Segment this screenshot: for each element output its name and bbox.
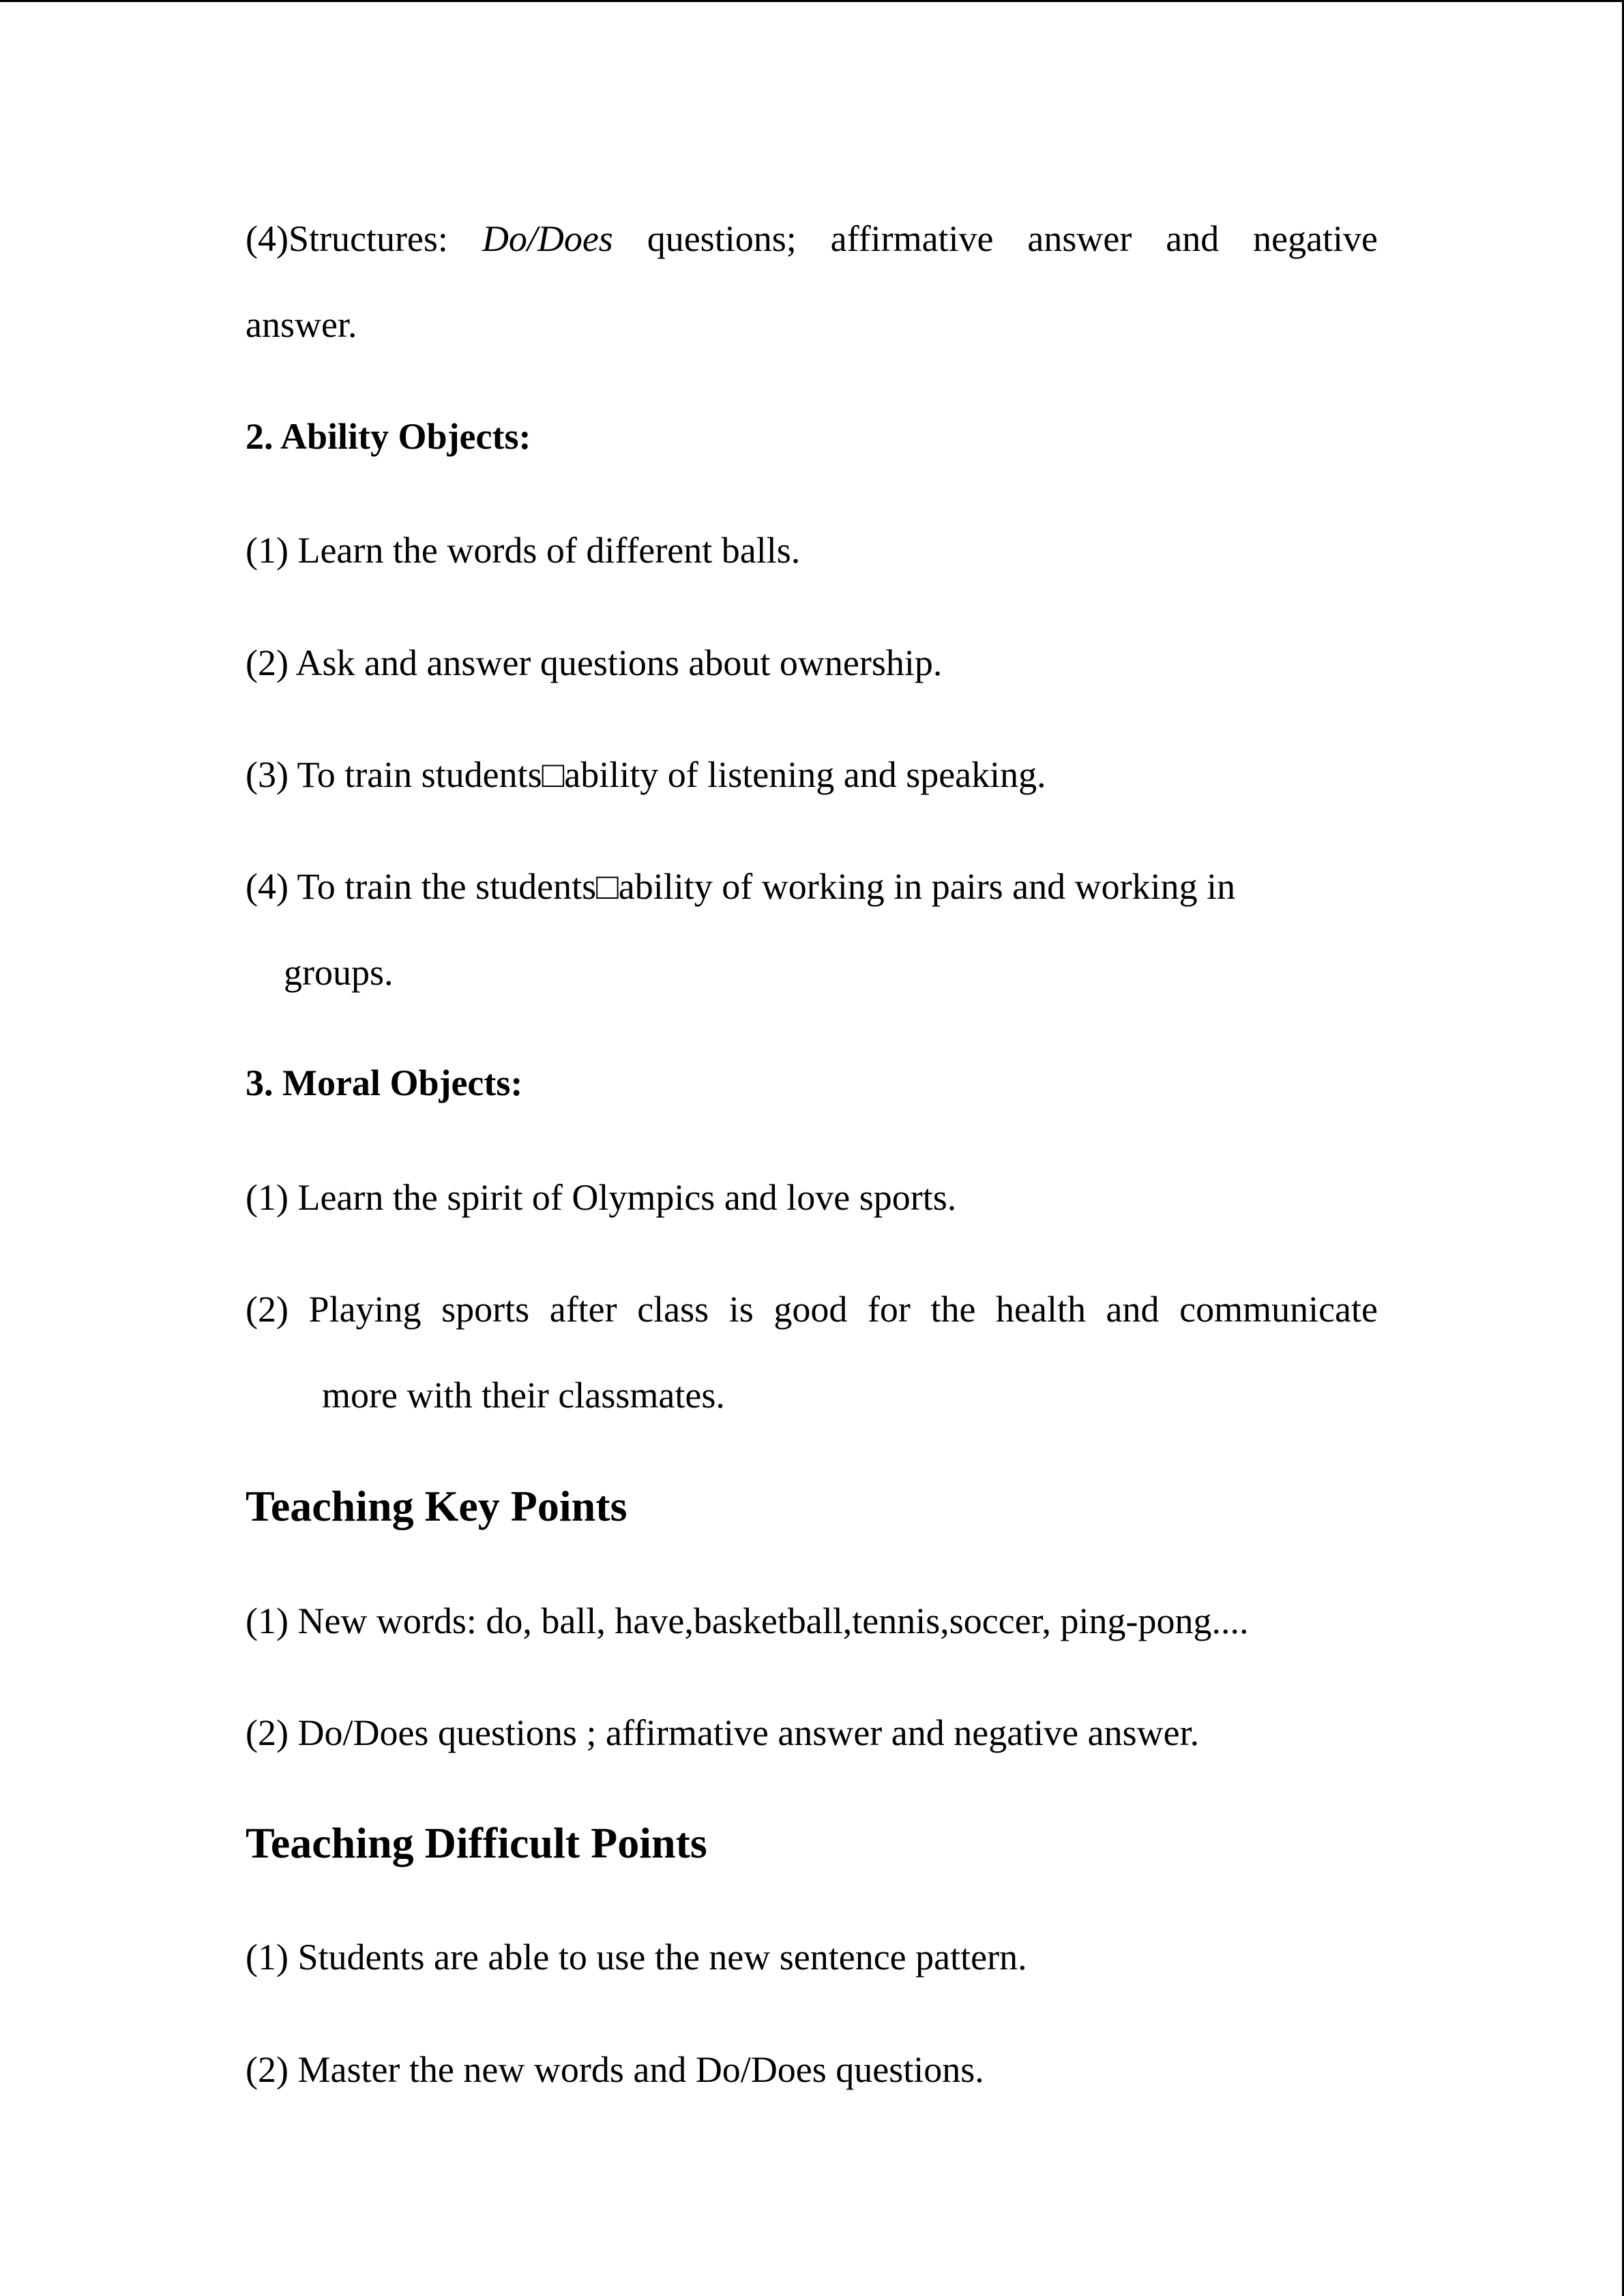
ability-item-4: (4) To train the students□ability of working in pairs and working in [246, 866, 1236, 907]
moral-item-1: (1) Learn the spirit of Olympics and love sports. [246, 1177, 957, 1218]
structures-line [246, 217, 1378, 260]
teaching-difficult-points-heading: Teaching Difficult Points [246, 1819, 707, 1867]
ability-item-1: (1) Learn the words of different balls. [246, 530, 801, 571]
difficult-point-1: (1) Students are able to use the new sentence pattern. [246, 1937, 1027, 1978]
ability-item-3: (3) To train students□ability of listening and speaking. [246, 754, 1046, 795]
moral-item-2-cont: more with their classmates. [322, 1375, 725, 1416]
page-top-border [0, 0, 1624, 2]
structures-line-cont: answer. [246, 304, 357, 345]
ability-objects-heading: 2. Ability Objects: [246, 416, 531, 457]
key-point-2: (2) Do/Does questions ; affirmative answer and negative answer. [246, 1712, 1200, 1753]
difficult-point-2: (2) Master the new words and Do/Does questions. [246, 2049, 984, 2090]
moral-objects-heading: 3. Moral Objects: [246, 1062, 523, 1103]
structures-label: (4)Structures: [246, 218, 448, 259]
ability-item-4-cont: groups. [284, 952, 394, 993]
teaching-key-points-heading: Teaching Key Points [246, 1482, 628, 1530]
do-does-italic: Do/Does [482, 218, 613, 259]
moral-item-2: (2) Playing sports after class is good for the health and communicate [246, 1289, 1378, 1330]
structures-rest: questions; affirmative answer and negative [647, 218, 1378, 259]
key-point-1: (1) New words: do, ball, have,basketball,tennis,soccer, ping-pong.... [246, 1600, 1249, 1641]
ability-item-2: (2) Ask and answer questions about ownership. [246, 642, 943, 683]
